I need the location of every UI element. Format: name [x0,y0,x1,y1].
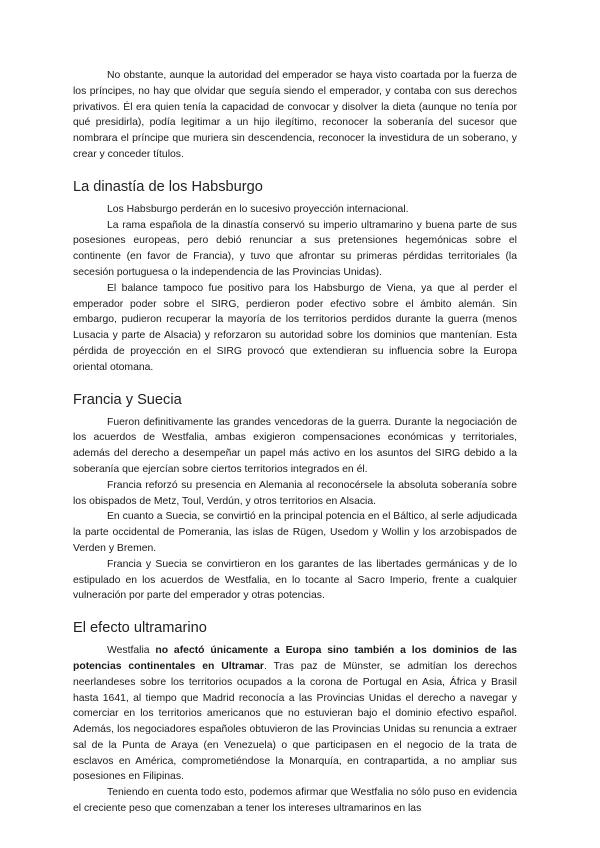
paragraph-conclusion: Teniendo en cuenta todo esto, podemos afirmar que Westfalia no sólo puso en evidencia el creciente peso que comenzaban a tener los intereses ultramarinos en las [73,787,517,815]
heading-overseas-effect: El efecto ultramarino [73,620,207,637]
paragraph-sweden: En cuanto a Suecia, se convirtió en la principal potencia en el Báltico, al serle adjudicada la parte occidental de Pomerania, las islas de Rügen, Usedom y Wollin y los arzobispados de Verden y Bremen. [73,511,517,554]
paragraph-france: Francia reforzó su presencia en Alemania al reconocérsele la absoluta soberanía sobre los obispados de Metz, Toul, Verdún, y otros territorios en Alsacia. [73,479,517,507]
paragraph-spanish-branch: La rama española de la dinastía conservó su imperio ultramarino y buena parte de sus posesiones europeas, pero debió renunciar a sus pretensiones hegemónicas sobre el continente (en favor de Francia), y tuvo que afrontar su primeras pérdidas territoriales (la secesión portuguesa o la independencia de las Provincias Unidas). [73,219,517,278]
paragraph-overseas [73,643,517,785]
overseas-bold-text: no afectó únicamente a Europa sino también a los dominios de las potencias continentales en Ultramar [73,645,517,672]
overseas-text-rest: . Tras paz de Münster, se admitían los derechos neerlandeses sobre los territorios ocupados a la corona de Portugal en Asia, África y Brasil hasta 1641, al tiempo que Madrid reconocía a las Provincias Unidas el derecho a navegar y comerciar en los territorios americanos que no estuvieran bajo el dominio efectivo español. Además, los negociadores españoles obtuvieron de las Provincias Unidas su renuncia a extraer sal de la Punta de Araya (en Venezuela) o que participasen en el negocio de la trata de esclavos en América, comprometiéndose la Monarquía, en contrapartida, a no ampliar sus posesiones en Filipinas. [73,660,517,783]
paragraph-habsburg-intro: Los Habsburgo perderán en lo sucesivo proyección internacional. [107,203,409,215]
paragraph-emperor-rights: No obstante, aunque la autoridad del emperador se haya visto coartada por la fuerza de los príncipes, no hay que olvidar que seguía siendo el emperador, y contaba con sus derechos privativos. Él era quien tenía la capacidad de convocar y disolver la dieta (aunque no tenía por qué presidirla), podía legitimar a un hijo ilegítimo, reconocer la soberanía del sucesor que nombrara el príncipe que muriera sin descendencia, reconocer la investidura de un soberano, y crear y conceder títulos. [73,70,517,160]
paragraph-victors: Fueron definitivamente las grandes vencedoras de la guerra. Durante la negociación de los acuerdos de Westfalia, ambas exigieron compensaciones económicas y territoriales, además del derecho a desempeñar un papel más activo en los asuntos del SIRG debido a la soberanía que ejercían sobre ciertos territorios integrados en él. [73,416,517,475]
heading-france-sweden: Francia y Suecia [73,391,182,408]
heading-habsburg-dynasty: La dinastía de los Habsburgo [73,178,263,195]
paragraph-guarantors: Francia y Suecia se convirtieron en los garantes de las libertades germánicas y de lo estipulado en los acuerdos de Westfalia, en lo tocante al Sacro Imperio, frente a cualquier vulneración por parte del emperador y otras potencias. [73,558,517,602]
paragraph-vienna-habsburgs: El balance tampoco fue positivo para los Habsburgo de Viena, ya que al perder el emperador poder sobre el SIRG, perdieron poder efectivo sobre el ámbito alemán. Sin embargo, pudieron recuperar la mayoría de los territorios perdidos durante la guerra (menos Lusacia y parte de Alsacia) y reforzaron su autoridad sobre los dominios que mantenían. Esta pérdida de proyección en el SIRG provocó que extendieran su influencia sobre la Europa oriental otomana. [73,282,517,373]
overseas-text-start: Westfalia [107,645,156,657]
